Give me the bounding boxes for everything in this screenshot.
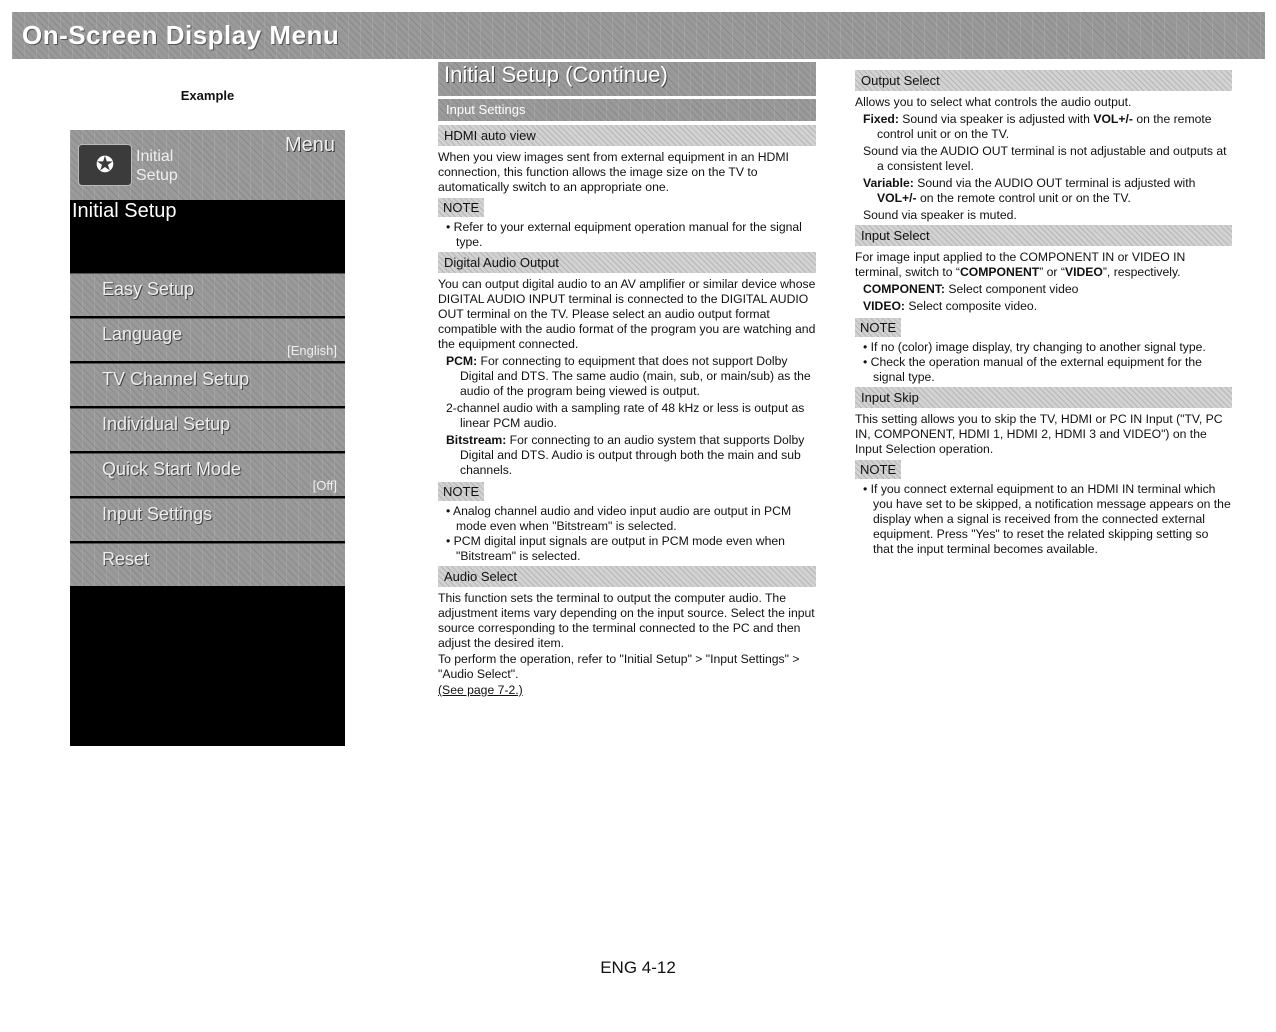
- tv-menu-item-individual-setup[interactable]: [70, 408, 345, 451]
- note-text: If you connect external equipment to an HDMI IN terminal which you have set to be skipped, a notification message appears on the display when a signal is received from the connected external equipment. Press "Yes" to reset the related skipping setting so that the input terminal becomes available.: [870, 482, 1231, 556]
- note-text: Refer to your external equipment operation manual for the signal type.: [453, 220, 802, 249]
- variable-extra: Sound via speaker is muted.: [863, 208, 1017, 222]
- bitstream-label: Bitstream:: [446, 433, 507, 447]
- tv-menu-item-language[interactable]: [70, 318, 345, 361]
- tv-menu-item-input-settings[interactable]: [70, 498, 345, 541]
- hdmi-auto-view-body: When you view images sent from external equipment in an HDMI connection, this function allows the image size on the TV to automatically switch to an appropriate one.: [438, 150, 789, 194]
- tv-menu-item-label: Input Settings: [102, 504, 213, 524]
- note-item: • If no (color) image display, try changing to another signal type.: [863, 340, 1206, 354]
- tv-menu-top-label: [136, 147, 178, 185]
- tv-menu-screenshot: [70, 130, 345, 746]
- component-bold: COMPONENT: [959, 265, 1040, 279]
- tv-menu-item-easy-setup[interactable]: [70, 273, 345, 316]
- video-text: Select composite video.: [904, 299, 1038, 313]
- note-text: Check the operation manual of the external equipment for the signal type.: [870, 355, 1202, 384]
- page-number: ENG 4-12: [600, 958, 676, 977]
- component-text: Select component video: [944, 282, 1079, 296]
- output-select-body: Allows you to select what controls the audio output.: [855, 95, 1132, 109]
- middle-column: [438, 62, 816, 699]
- fixed-label: Fixed:: [863, 112, 899, 126]
- pcm-option: [438, 354, 816, 399]
- audio-select-body2: To perform the operation, refer to "Initial Setup" > "Input Settings" > "Audio Select".: [438, 652, 800, 681]
- tv-menu-top-label-line2: Setup: [136, 167, 178, 184]
- video-option: [855, 299, 1232, 314]
- tv-menu-item-label: Reset: [102, 549, 150, 569]
- note-item: • PCM digital input signals are output in PCM mode even when "Bitstream" is selected.: [446, 534, 785, 563]
- bitstream-option: [438, 433, 816, 478]
- note-item: • If you connect external equipment to an HDMI IN terminal which you have set to be skipped, a notification message appears on the display when a signal is received from the connected external equipment. Press "Yes" to reset the related skipping setting so that the input terminal becomes available.: [863, 482, 1231, 556]
- input-select-body: [855, 250, 1232, 280]
- tv-menu-header: [70, 130, 345, 200]
- section-title: Initial Setup (Continue): [444, 62, 668, 87]
- input-skip-header: Input Skip: [855, 387, 1232, 408]
- see-page-link[interactable]: (See page 7-2.): [438, 683, 523, 697]
- fixed-extra: Sound via the AUDIO OUT terminal is not adjustable and outputs at a consistent level.: [863, 144, 1227, 173]
- tv-menu-item-quick-start-mode[interactable]: [70, 453, 345, 496]
- tv-menu-item-value: [Off]: [312, 478, 337, 493]
- tv-menu-heading: Initial Setup: [72, 200, 177, 222]
- tv-menu-top-label-line1: Initial: [136, 148, 174, 165]
- tv-menu-item-label: TV Channel Setup: [102, 369, 250, 389]
- tv-menu-item-label: Language: [102, 324, 183, 344]
- bitstream-text: For connecting to an audio system that supports Dolby Digital and DTS. Audio is output through both the main and sub channels.: [460, 433, 805, 477]
- note-text: Analog channel audio and video input audio are output in PCM mode even when "Bitstream" is selected.: [452, 504, 792, 533]
- note-item: • Refer to your external equipment operation manual for the signal type.: [446, 220, 802, 249]
- audio-select-header: Audio Select: [438, 566, 816, 587]
- tv-menu-item-value: [English]: [287, 343, 337, 358]
- variable-label: Variable:: [863, 176, 914, 190]
- section-banner: [438, 62, 816, 96]
- audio-select-body: This function sets the terminal to output the computer audio. The adjustment items vary depending on the input source. Select the input source corresponding to the terminal connected to the PC and then adjust the desired item.: [438, 591, 815, 650]
- tv-menu-item-tv-channel-setup[interactable]: [70, 363, 345, 406]
- initial-setup-icon: ✪: [78, 144, 132, 186]
- video-label: VIDEO:: [863, 299, 905, 313]
- hdmi-auto-view-header: HDMI auto view: [438, 125, 816, 146]
- tv-menu-item-label: Quick Start Mode: [102, 459, 242, 479]
- note-text: PCM digital input signals are output in PCM mode even when "Bitstream" is selected.: [453, 534, 785, 563]
- fixed-text: Sound via speaker is adjusted with: [898, 112, 1094, 126]
- digital-audio-body: You can output digital audio to an AV amplifier or similar device whose DIGITAL AUDIO INPUT terminal is connected to the DIGITAL AUDIO OUT terminal on the TV. Please select an audio output format compatible with the audio format of the program you are watching and the equipment connected.: [438, 277, 816, 351]
- note-label: NOTE: [855, 318, 901, 337]
- page-title: On-Screen Display Menu: [22, 20, 340, 50]
- input-select-text: For image input applied to the COMPONENT IN or VIDEO IN terminal, switch to “: [855, 250, 1186, 279]
- note-item: • Analog channel audio and video input audio are output in PCM mode even when "Bitstream" is selected.: [446, 504, 792, 533]
- note-text: If no (color) image display, try changing to another signal type.: [870, 340, 1206, 354]
- input-select-text-end: ”, respectively.: [1102, 265, 1181, 279]
- example-label: Example: [180, 88, 235, 103]
- note-item: • Check the operation manual of the external equipment for the signal type.: [863, 355, 1202, 384]
- variable-bold: VOL+/-: [877, 191, 917, 205]
- pcm-text: For connecting to equipment that does not support Dolby Digital and DTS. The same audio (main, sub, or main/sub) as the audio of the program being viewed is output.: [460, 354, 811, 398]
- fixed-option: [855, 112, 1232, 142]
- variable-text-end: on the remote control unit or on the TV.: [916, 191, 1131, 205]
- component-option: [855, 282, 1232, 297]
- note-label: NOTE: [438, 482, 484, 501]
- variable-option: [855, 176, 1232, 206]
- output-select-header: Output Select: [855, 70, 1232, 91]
- pcm-label: PCM:: [446, 354, 478, 368]
- fixed-text-end: on the remote control unit or on the TV.: [877, 112, 1212, 141]
- pcm-extra: 2-channel audio with a sampling rate of 48 kHz or less is output as linear PCM audio.: [446, 401, 805, 430]
- input-select-text-mid: ” or “: [1039, 265, 1065, 279]
- tv-menu-item-label: Individual Setup: [102, 414, 231, 434]
- tv-menu-item-reset[interactable]: [70, 543, 345, 586]
- fixed-bold: VOL+/-: [1093, 112, 1133, 126]
- variable-text: Sound via the AUDIO OUT terminal is adjusted with: [913, 176, 1196, 190]
- sub-title: Input Settings: [446, 102, 526, 117]
- tv-menu-title: Menu: [284, 134, 335, 156]
- component-label: COMPONENT:: [863, 282, 945, 296]
- note-label: NOTE: [438, 198, 484, 217]
- video-bold: VIDEO: [1064, 265, 1103, 279]
- right-column: [855, 68, 1232, 557]
- note-label: NOTE: [855, 460, 901, 479]
- sub-banner: [438, 99, 816, 121]
- digital-audio-output-header: Digital Audio Output: [438, 252, 816, 273]
- tv-menu-item-label: Easy Setup: [102, 279, 195, 299]
- input-skip-body: This setting allows you to skip the TV, HDMI or PC IN Input ("TV, PC IN, COMPONENT, HDMI 1, HDMI 2, HDMI 3 and VIDEO") on the Input Selection operation.: [855, 412, 1223, 456]
- input-select-header: Input Select: [855, 225, 1232, 246]
- page-title-banner: [12, 12, 1265, 59]
